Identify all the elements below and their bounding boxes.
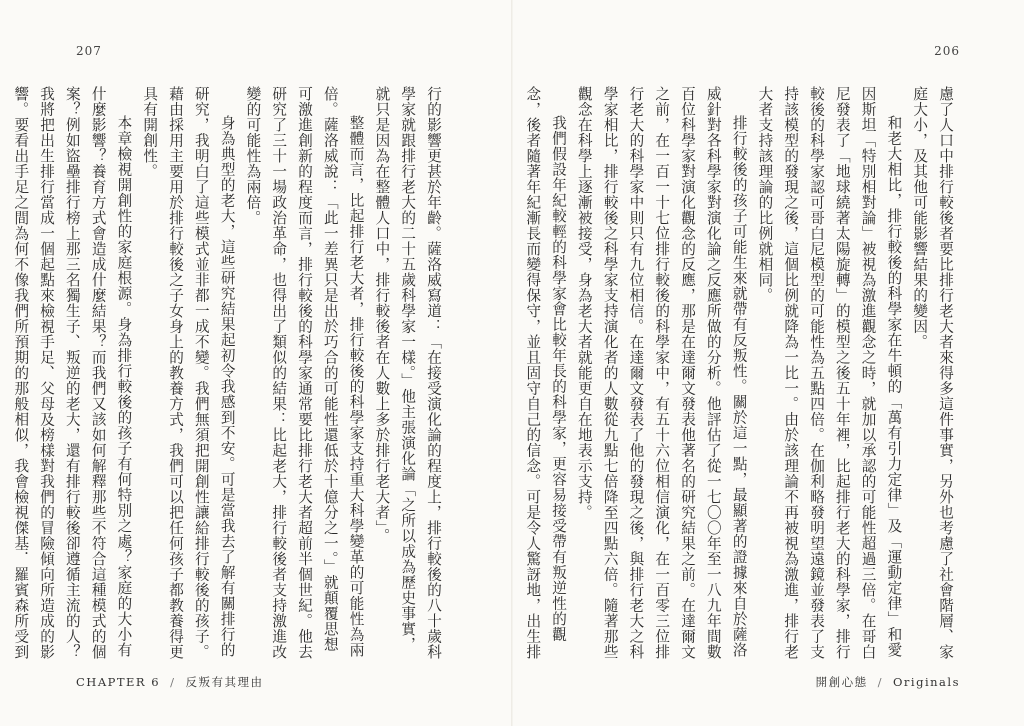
chapter-title: 反叛有其理由	[185, 675, 264, 689]
paragraph: 整體而言，比起排行老大者，排行較後的科學家支持重大科學變革的可能性為兩倍。薩洛威說：「此一差異只是出於巧合的可能性還低於十億分之一。」就顛覆思想可激進創新的程度而言，排行較後的科學家通常要比排行老大者超前半個世紀。他去研究了三十一場政治革命，也得出了類似的結果：比起老大，排行較後者支持激進改變的可能性為兩倍。	[244, 86, 365, 660]
paragraph: 我們假設年紀較輕的科學家會比較年長的科學家，更容易接受帶有叛逆性的觀念，後者隨著年紀漸長而變得保守，並且固守自己的信念。可是令人驚訝地，出生排	[524, 86, 568, 660]
paragraph: 慮了人口中排行較後者要比排行老大者來得多這件事實，另外也考慮了社會階層、家庭大小，及其他可能影響結果的變因。	[911, 86, 954, 660]
paragraph: 身為典型的老大，這些研究結果起初令我感到不安。可是當我去了解有關排行的研究，我明白了這些模式並非都一成不變。我們無須把開創性讓給排行較後的孩子。藉由採用主要用於排行較後之子女身上的教養方式，我們可以把任何孩子都教養得更具有開創性。	[141, 86, 236, 660]
running-footer	[76, 674, 263, 690]
paragraph: 本章檢視開創性的家庭根源。身為排行較後的孩子有何特別之處？家庭的大小有什麼影響？養育方式會造成什麼結果？而我們又該如何解釋那些不符合這種模式的個案？例如盜壘排行榜上那三名獨生子、叛逆的老大，還有排行較後卻遵循主流的人？我將把出生排行當成一個起點來檢視手足、父母及榜樣對我們的冒險傾向所造成的影響。要看出手足之間為何不像我們所預期的那般相似，我會檢視傑基．羅賓森所受到	[12, 86, 133, 660]
right-page	[512, 0, 1024, 726]
body-text	[524, 86, 958, 664]
body-text	[12, 86, 446, 664]
chapter-label: CHAPTER 6	[76, 675, 161, 689]
page-number: 207	[76, 44, 102, 58]
paragraph: 行的影響更甚於年齡。薩洛威寫道：「在接受演化論的程度上，排行較後的八十歲科學家就跟排行老大的二十五歲科學家一樣。」他主張演化論「之所以成為歷史事實，就只是因為在整體人口中，排行較後者在人數上多於排行老大者」。	[373, 86, 442, 660]
book-title: 開創心態	[815, 675, 868, 689]
running-footer	[816, 674, 960, 690]
page-number: 206	[934, 44, 960, 58]
paragraph: 排行較後的孩子可能生來就帶有反叛性。關於這一點，最顯著的證據來自於薩洛威針對各科學家對演化論之反應所做的分析。他評估了從一七〇〇年至一八九年間數百位科學家對演化觀念的反應，那是在達爾文發表他著名的研究結果之前。在達爾文之前，在一百一十七位排行較後的科學家中，有五十六位相信演化，在一百零三位排行老大的科學家中則只有九位相信。在達爾文發表了他的發現之後，與排行老大之科學家相比，排行較後之科學家支持演化者的人數從九點七倍降至四點六倍。隨著那些觀念在科學上逐漸被接受，身為老大者就能更自在地表示支持。	[575, 86, 748, 660]
original-title: Originals	[893, 675, 960, 689]
footer-separator: /	[877, 675, 883, 689]
paragraph: 和老大相比，排行較後的科學家在牛頓的「萬有引力定律」及「運動定律」和愛因斯坦「特別相對論」被視為激進觀念之時，就加以承認的可能性超過三倍。在哥白尼發表了「地球繞著太陽旋轉」的模型之後五十年裡，比起排行老大的科學家，排行較後的科學家認可哥白尼模型的可能性為五點四倍。在伽利略發明望遠鏡並發表了支持該模型的發現之後，這個比例就降為一比一。由於該理論不再被視為激進，排行老大者支持該理論的比例就相同。	[756, 86, 903, 660]
footer-separator: /	[170, 675, 176, 689]
